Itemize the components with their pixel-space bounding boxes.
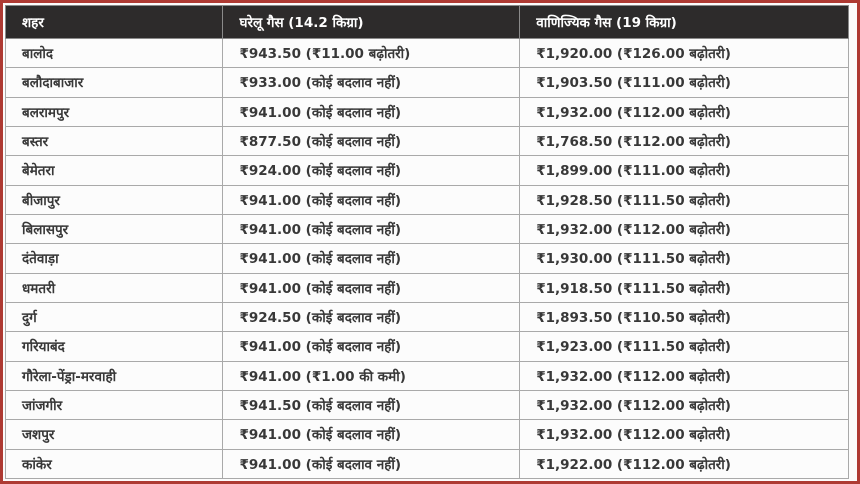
city-cell: बेमेतरा: [6, 156, 223, 185]
city-cell: दंतेवाड़ा: [6, 244, 223, 273]
domestic-price-cell: ₹941.00 (कोई बदलाव नहीं): [223, 332, 520, 361]
domestic-price-cell: ₹924.50 (कोई बदलाव नहीं): [223, 302, 520, 331]
commercial-price-cell: ₹1,928.50 (₹111.50 बढ़ोतरी): [520, 185, 849, 214]
commercial-price-cell: ₹1,918.50 (₹111.50 बढ़ोतरी): [520, 273, 849, 302]
commercial-price-cell: ₹1,932.00 (₹112.00 बढ़ोतरी): [520, 214, 849, 243]
city-cell: दुर्ग: [6, 302, 223, 331]
city-cell: गौरेला-पेंड्रा-मरवाही: [6, 361, 223, 390]
domestic-price-cell: ₹941.00 (₹1.00 की कमी): [223, 361, 520, 390]
commercial-price-cell: ₹1,932.00 (₹112.00 बढ़ोतरी): [520, 420, 849, 449]
table-row: [6, 214, 849, 243]
commercial-price-cell: ₹1,930.00 (₹111.50 बढ़ोतरी): [520, 244, 849, 273]
table-row: [6, 185, 849, 214]
header-city: शहर: [6, 6, 223, 39]
domestic-price-cell: ₹941.00 (कोई बदलाव नहीं): [223, 185, 520, 214]
header-commercial-gas: वाणिज्यिक गैस (19 किग्रा): [520, 6, 849, 39]
domestic-price-cell: ₹941.00 (कोई बदलाव नहीं): [223, 97, 520, 126]
domestic-price-cell: ₹941.00 (कोई बदलाव नहीं): [223, 420, 520, 449]
city-cell: धमतरी: [6, 273, 223, 302]
domestic-price-cell: ₹941.00 (कोई बदलाव नहीं): [223, 244, 520, 273]
city-cell: बलरामपुर: [6, 97, 223, 126]
city-cell: बस्तर: [6, 126, 223, 155]
domestic-price-cell: ₹941.50 (कोई बदलाव नहीं): [223, 390, 520, 419]
city-cell: जांजगीर: [6, 390, 223, 419]
domestic-price-cell: ₹941.00 (कोई बदलाव नहीं): [223, 449, 520, 478]
domestic-price-cell: ₹941.00 (कोई बदलाव नहीं): [223, 273, 520, 302]
table-row: [6, 156, 849, 185]
table-body: [6, 39, 849, 479]
city-cell: कांकेर: [6, 449, 223, 478]
domestic-price-cell: ₹941.00 (कोई बदलाव नहीं): [223, 214, 520, 243]
table-row: [6, 273, 849, 302]
domestic-price-cell: ₹877.50 (कोई बदलाव नहीं): [223, 126, 520, 155]
table-row: [6, 361, 849, 390]
commercial-price-cell: ₹1,768.50 (₹112.00 बढ़ोतरी): [520, 126, 849, 155]
city-cell: गरियाबंद: [6, 332, 223, 361]
table-row: [6, 97, 849, 126]
domestic-price-cell: ₹933.00 (कोई बदलाव नहीं): [223, 68, 520, 97]
commercial-price-cell: ₹1,932.00 (₹112.00 बढ़ोतरी): [520, 97, 849, 126]
table-row: [6, 39, 849, 68]
commercial-price-cell: ₹1,923.00 (₹111.50 बढ़ोतरी): [520, 332, 849, 361]
gas-price-table: [5, 5, 849, 479]
city-cell: बालोद: [6, 39, 223, 68]
commercial-price-cell: ₹1,922.00 (₹112.00 बढ़ोतरी): [520, 449, 849, 478]
table-row: [6, 390, 849, 419]
commercial-price-cell: ₹1,932.00 (₹112.00 बढ़ोतरी): [520, 361, 849, 390]
commercial-price-cell: ₹1,932.00 (₹112.00 बढ़ोतरी): [520, 390, 849, 419]
city-cell: जशपुर: [6, 420, 223, 449]
domestic-price-cell: ₹924.00 (कोई बदलाव नहीं): [223, 156, 520, 185]
city-cell: बीजापुर: [6, 185, 223, 214]
table-row: [6, 420, 849, 449]
commercial-price-cell: ₹1,893.50 (₹110.50 बढ़ोतरी): [520, 302, 849, 331]
city-cell: बलौदाबाजार: [6, 68, 223, 97]
table-row: [6, 244, 849, 273]
commercial-price-cell: ₹1,899.00 (₹111.00 बढ़ोतरी): [520, 156, 849, 185]
header-row: [6, 6, 849, 39]
domestic-price-cell: ₹943.50 (₹11.00 बढ़ोतरी): [223, 39, 520, 68]
header-domestic-gas: घरेलू गैस (14.2 किग्रा): [223, 6, 520, 39]
table-row: [6, 332, 849, 361]
city-cell: बिलासपुर: [6, 214, 223, 243]
table-row: [6, 302, 849, 331]
table-row: [6, 68, 849, 97]
commercial-price-cell: ₹1,903.50 (₹111.00 बढ़ोतरी): [520, 68, 849, 97]
table-row: [6, 449, 849, 478]
commercial-price-cell: ₹1,920.00 (₹126.00 बढ़ोतरी): [520, 39, 849, 68]
table-row: [6, 126, 849, 155]
